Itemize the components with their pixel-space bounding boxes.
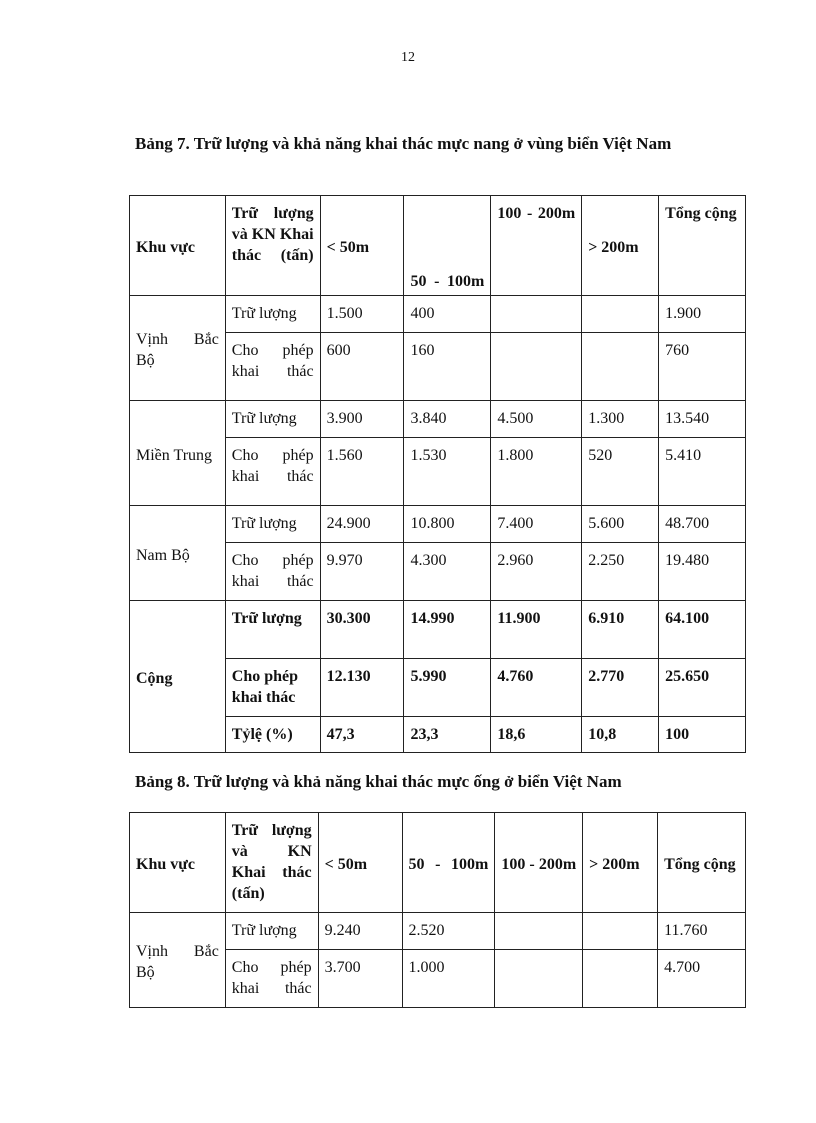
value-cell <box>491 296 582 333</box>
row-label: Trữ lượng <box>225 401 320 438</box>
value-cell: 5.410 <box>659 438 746 506</box>
row-label: Cho phép khai thác <box>225 438 320 506</box>
row-label: Cho phép khai thác <box>225 543 320 601</box>
header-depth-50-100: 50 - 100m <box>402 813 495 913</box>
value-cell: 1.300 <box>582 401 659 438</box>
header-depth-gt200: > 200m <box>583 813 658 913</box>
value-cell: 7.400 <box>491 506 582 543</box>
value-cell: 5.600 <box>582 506 659 543</box>
row-label: Trữ lượng <box>225 601 320 659</box>
header-total: Tổng cộng <box>659 196 746 296</box>
value-cell: 47,3 <box>320 717 404 753</box>
value-cell: 10.800 <box>404 506 491 543</box>
row-label: Trữ lượng <box>225 913 318 950</box>
value-cell: 18,6 <box>491 717 582 753</box>
value-cell <box>491 333 582 401</box>
value-cell: 600 <box>320 333 404 401</box>
value-cell <box>495 950 583 1008</box>
value-cell: 1.900 <box>659 296 746 333</box>
value-cell: 9.970 <box>320 543 404 601</box>
value-cell: 520 <box>582 438 659 506</box>
value-cell: 1.800 <box>491 438 582 506</box>
value-cell: 2.770 <box>582 659 659 717</box>
value-cell <box>495 913 583 950</box>
row-label: Trữ lượng <box>225 506 320 543</box>
value-cell: 30.300 <box>320 601 404 659</box>
table-row <box>130 601 746 659</box>
value-cell: 2.520 <box>402 913 495 950</box>
value-cell: 5.990 <box>404 659 491 717</box>
value-cell: 400 <box>404 296 491 333</box>
value-cell: 100 <box>659 717 746 753</box>
value-cell: 3.840 <box>404 401 491 438</box>
header-depth-100-200: 100 - 200m <box>495 813 583 913</box>
value-cell: 4.700 <box>658 950 746 1008</box>
table-row <box>130 506 746 543</box>
table-row <box>130 296 746 333</box>
value-cell <box>583 913 658 950</box>
value-cell <box>583 950 658 1008</box>
region-cell: Vịnh Bắc Bộ <box>130 913 226 1008</box>
row-label: Trữ lượng <box>225 296 320 333</box>
value-cell: 11.900 <box>491 601 582 659</box>
value-cell: 4.500 <box>491 401 582 438</box>
header-type: Trữ lượng và KN Khai thác (tấn) <box>225 196 320 296</box>
row-label: Tỷlệ (%) <box>225 717 320 753</box>
value-cell: 9.240 <box>318 913 402 950</box>
value-cell <box>582 296 659 333</box>
table-row <box>130 913 746 950</box>
table7-caption: Bảng 7. Trữ lượng và khả năng khai thác mực nang ở vùng biển Việt Nam <box>135 134 672 153</box>
table-row <box>130 401 746 438</box>
value-cell: 48.700 <box>659 506 746 543</box>
value-cell: 160 <box>404 333 491 401</box>
row-label: Cho phép khai thác <box>225 950 318 1008</box>
value-cell: 24.900 <box>320 506 404 543</box>
value-cell: 10,8 <box>582 717 659 753</box>
region-cell: Miền Trung <box>130 401 226 506</box>
value-cell: 12.130 <box>320 659 404 717</box>
value-cell: 1.500 <box>320 296 404 333</box>
header-depth-gt200: > 200m <box>582 196 659 296</box>
header-depth-lt50: < 50m <box>318 813 402 913</box>
value-cell: 1.000 <box>402 950 495 1008</box>
header-depth-lt50: < 50m <box>320 196 404 296</box>
value-cell: 6.910 <box>582 601 659 659</box>
value-cell: 13.540 <box>659 401 746 438</box>
row-label: Cho phép khai thác <box>225 333 320 401</box>
header-depth-50-100: 50 - 100m <box>404 196 491 296</box>
value-cell: 2.250 <box>582 543 659 601</box>
value-cell: 19.480 <box>659 543 746 601</box>
region-cell: Nam Bộ <box>130 506 226 601</box>
table8-header-row <box>130 813 746 913</box>
header-depth-100-200: 100 - 200m <box>491 196 582 296</box>
table7-squid-reserves <box>129 195 746 753</box>
header-region: Khu vực <box>130 196 226 296</box>
value-cell: 23,3 <box>404 717 491 753</box>
table8-squid-reserves <box>129 812 746 1008</box>
table7-header-row <box>130 196 746 296</box>
header-region: Khu vực <box>130 813 226 913</box>
value-cell: 11.760 <box>658 913 746 950</box>
value-cell: 3.700 <box>318 950 402 1008</box>
value-cell: 4.760 <box>491 659 582 717</box>
value-cell: 3.900 <box>320 401 404 438</box>
value-cell: 25.650 <box>659 659 746 717</box>
region-cell: Vịnh Bắc Bộ <box>130 296 226 401</box>
value-cell <box>582 333 659 401</box>
region-cell: Cộng <box>130 601 226 753</box>
row-label: Cho phép khai thác <box>225 659 320 717</box>
value-cell: 1.530 <box>404 438 491 506</box>
table8-caption: Bảng 8. Trữ lượng và khả năng khai thác mực ống ở biển Việt Nam <box>135 772 622 791</box>
value-cell: 2.960 <box>491 543 582 601</box>
value-cell: 760 <box>659 333 746 401</box>
value-cell: 1.560 <box>320 438 404 506</box>
header-type: Trữ lượng và KN Khai thác (tấn) <box>225 813 318 913</box>
value-cell: 14.990 <box>404 601 491 659</box>
header-total: Tổng cộng <box>658 813 746 913</box>
value-cell: 64.100 <box>659 601 746 659</box>
page-number: 12 <box>401 50 415 65</box>
value-cell: 4.300 <box>404 543 491 601</box>
